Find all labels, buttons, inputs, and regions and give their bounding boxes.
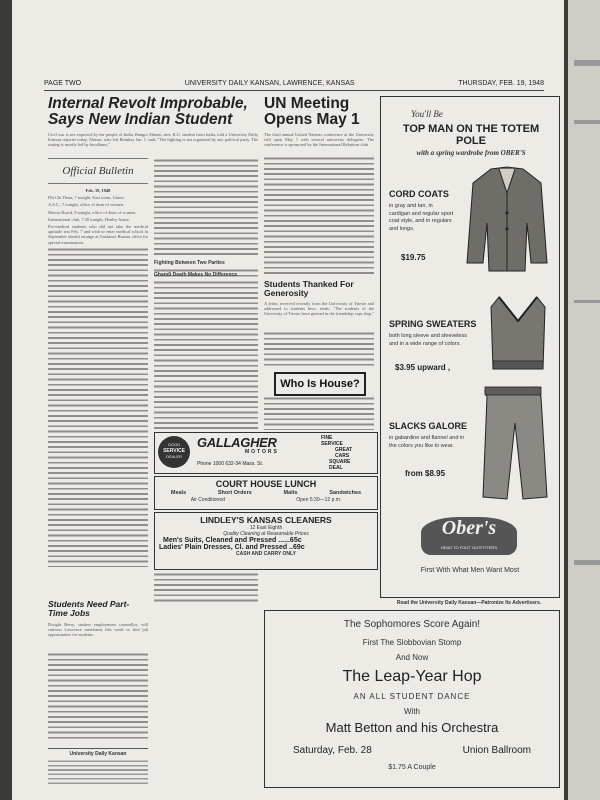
badge-mid: SERVICE <box>163 448 185 454</box>
obers-logo: Ober's <box>441 517 497 539</box>
masthead-box <box>48 748 148 789</box>
cleaners-tag: Quality Cleaning at Reasonable Prices <box>223 531 309 537</box>
lunch-items <box>155 490 377 496</box>
cleaners-cash: CASH AND CARRY ONLY <box>236 551 296 557</box>
thanked-headline: Students Thanked For Generosity <box>264 279 354 298</box>
lunch-item: Malts <box>283 490 298 496</box>
obers-logo-sub: HEAD TO FOOT OUTFITTERS <box>440 545 497 550</box>
header-rule <box>44 90 544 91</box>
hop-line-4: The Leap-Year Hop <box>342 668 482 685</box>
sweaters-desc: both long sleeve and sleeveless and in a wide range of colors. <box>389 333 467 347</box>
coats-title: CORD COATS <box>389 189 449 199</box>
article-subhead: Fighting Between Two Parties <box>154 260 225 266</box>
badge-top: GOOD <box>167 442 181 447</box>
hop-line-3: And Now <box>395 653 429 662</box>
un-lead: The third annual United Nations conference at the University will open May 1 with several university delegates. The conference is sponsored by the International Relations club. <box>264 132 374 148</box>
edge-mark <box>574 60 600 66</box>
slogan-4: CARS <box>335 453 350 459</box>
cleaners-line-1: Men's Suits, Cleaned and Pressed ......65c <box>163 537 302 544</box>
gallagher-ad <box>154 432 378 474</box>
slogan-5: SQUARE <box>329 459 351 465</box>
newspaper-page <box>12 0 564 800</box>
gallagher-name: GALLAGHER <box>197 435 277 450</box>
obers-title: TOP MAN ON THE TOTEM POLE <box>402 123 540 147</box>
article-lead: Civil war is not expected by the people of India, Bangor Shirazi, new K.U. student from India, told a University Daily Kansan reporter today. Shirazi, who left Bombay Jan. 1, said, "The fighting is not organized by any political party. The rioting is mostly led by hoodlums." <box>48 132 258 148</box>
who-is-house-ad <box>274 372 366 396</box>
lunch-item: Meals <box>170 490 187 496</box>
slogan-1: FINE <box>321 435 333 441</box>
coats-price: $19.75 <box>401 253 426 262</box>
advertisers-line: Read the University Daily Kansan—Patronize Its Advertisers. <box>396 600 542 606</box>
slacks-price: from $8.95 <box>405 469 446 478</box>
court-house-lunch-ad <box>154 476 378 510</box>
leap-year-hop-ad <box>264 610 560 788</box>
article-subhead: Ghandi Death Makes No Difference <box>154 272 238 278</box>
adjacent-page-edge <box>568 0 600 800</box>
obers-ad <box>380 96 560 598</box>
filler-text <box>154 158 258 258</box>
lunch-left: Air Conditioned <box>190 497 225 503</box>
slacks-desc: in gabardine and flannel and in the colors you like to wear. <box>389 435 465 449</box>
lunch-title: COURT HOUSE LUNCH <box>215 479 317 489</box>
masthead-title: University Daily Kansan <box>69 751 127 757</box>
service-badge <box>158 436 190 468</box>
bulletin-title: Official Bulletin <box>48 158 148 184</box>
lunch-footer <box>155 497 377 503</box>
badge-bot: DEALER <box>165 454 182 459</box>
sweaters-price: $3.95 upward , <box>395 363 451 372</box>
parttime-lead: Dwight Berry, student employment counsellor, will canvass Lawrence merchants this week to find job opportunities for students. <box>48 622 148 638</box>
coats-desc: in gray and tan, in cardigan and regular sport coat style, and in regulars and longs. <box>389 203 454 232</box>
edge-mark <box>574 560 600 565</box>
hop-date-place <box>265 745 559 756</box>
filler-text <box>48 759 148 787</box>
edge-mark <box>574 120 600 124</box>
hop-line-1: The Sophomores Score Again! <box>343 619 481 630</box>
coat-illustration <box>461 163 553 273</box>
bulletin-item: International club, 7:30 tonight, Henley house. <box>48 216 130 222</box>
gallagher-phone: Phone 1000 632-34 Mass. St. <box>197 461 264 467</box>
sweater-illustration <box>485 293 551 373</box>
filler-text <box>264 156 374 276</box>
hop-place: Union Ballroom <box>462 745 531 756</box>
bulletin-item: Mortar Board, 9 tonight, office of dean of women. <box>48 209 137 215</box>
filler-text <box>264 331 374 367</box>
bulletin-item: Phi Chi Theta, 7 tonight, East room, Union. <box>48 195 125 201</box>
filler-text <box>48 652 148 742</box>
lindleys-cleaners-ad <box>154 512 378 570</box>
cleaners-addr: 12 East Eighth <box>249 525 283 531</box>
gallagher-sub: MOTORS <box>245 449 279 455</box>
header-right: THURSDAY, FEB. 19, 1948 <box>458 80 544 87</box>
filler-text <box>154 280 258 430</box>
filler-text <box>48 247 148 567</box>
slacks-illustration <box>477 383 553 503</box>
gallagher-slogan <box>321 435 352 471</box>
edge-mark <box>574 300 600 303</box>
cleaners-line-2: Ladies' Plain Dresses, Cl. and Pressed ..69c <box>159 544 305 551</box>
hop-line-2: First The Slobbovian Stomp <box>362 638 462 647</box>
parttime-headline: Students Need Part-Time Jobs <box>48 599 130 618</box>
lunch-item: Short Orders <box>217 490 252 496</box>
hop-line-6: With <box>404 707 420 716</box>
hop-line-7: Matt Betton and his Orchestra <box>325 720 499 735</box>
page-header <box>44 80 544 87</box>
article-headline: Internal Revolt Improbable, Says New Indian Student <box>48 95 248 128</box>
filler-text <box>264 396 374 430</box>
hop-price: $1.75 A Couple <box>388 764 436 771</box>
lunch-item: Sandwiches <box>329 490 362 496</box>
header-center: UNIVERSITY DAILY KANSAN, LAWRENCE, KANSAS <box>184 80 355 87</box>
lunch-right: Open 5:30—12 p.m. <box>296 497 342 503</box>
bulletin-date: Feb. 19, 1948 <box>85 188 111 193</box>
hop-line-5: AN ALL STUDENT DANCE <box>353 692 471 701</box>
bulletin-item: Pre-medical students who did not take the medical aptitude test Feb. 7 and wish to enter medical school in September should arrange at Guidance Bureau office for special examination. <box>48 224 148 245</box>
obers-motto: First With What Men Want Most <box>420 567 520 574</box>
slogan-6: DEAL <box>329 465 343 471</box>
hop-date: Saturday, Feb. 28 <box>293 745 372 756</box>
slacks-title: SLACKS GALORE <box>389 421 468 431</box>
obers-youll: You'll Be <box>411 109 443 119</box>
slogan-3: GREAT <box>335 447 353 453</box>
cleaners-title: LINDLEY'S KANSAS CLEANERS <box>200 515 332 525</box>
thanked-lead: A letter, received recently from the University of Trieste and addressed to students here, reads: "The students of the University of Trieste have greeted in the friendship caps ship." <box>264 301 374 317</box>
header-left: PAGE TWO <box>44 80 82 87</box>
bulletin-item: A.S.C., 7 tonight, office of dean of women. <box>48 202 125 208</box>
filler-text <box>154 572 258 602</box>
un-headline: UN Meeting Opens May 1 <box>264 95 360 128</box>
obers-sub: with a spring wardrobe from OBER'S <box>416 149 526 157</box>
who-is-house-text: Who Is House? <box>280 378 360 390</box>
article-body-lower <box>154 270 258 430</box>
sweaters-title: SPRING SWEATERS <box>389 319 477 329</box>
bulletin-column <box>48 158 148 592</box>
slogan-2: SERVICE <box>321 441 343 447</box>
